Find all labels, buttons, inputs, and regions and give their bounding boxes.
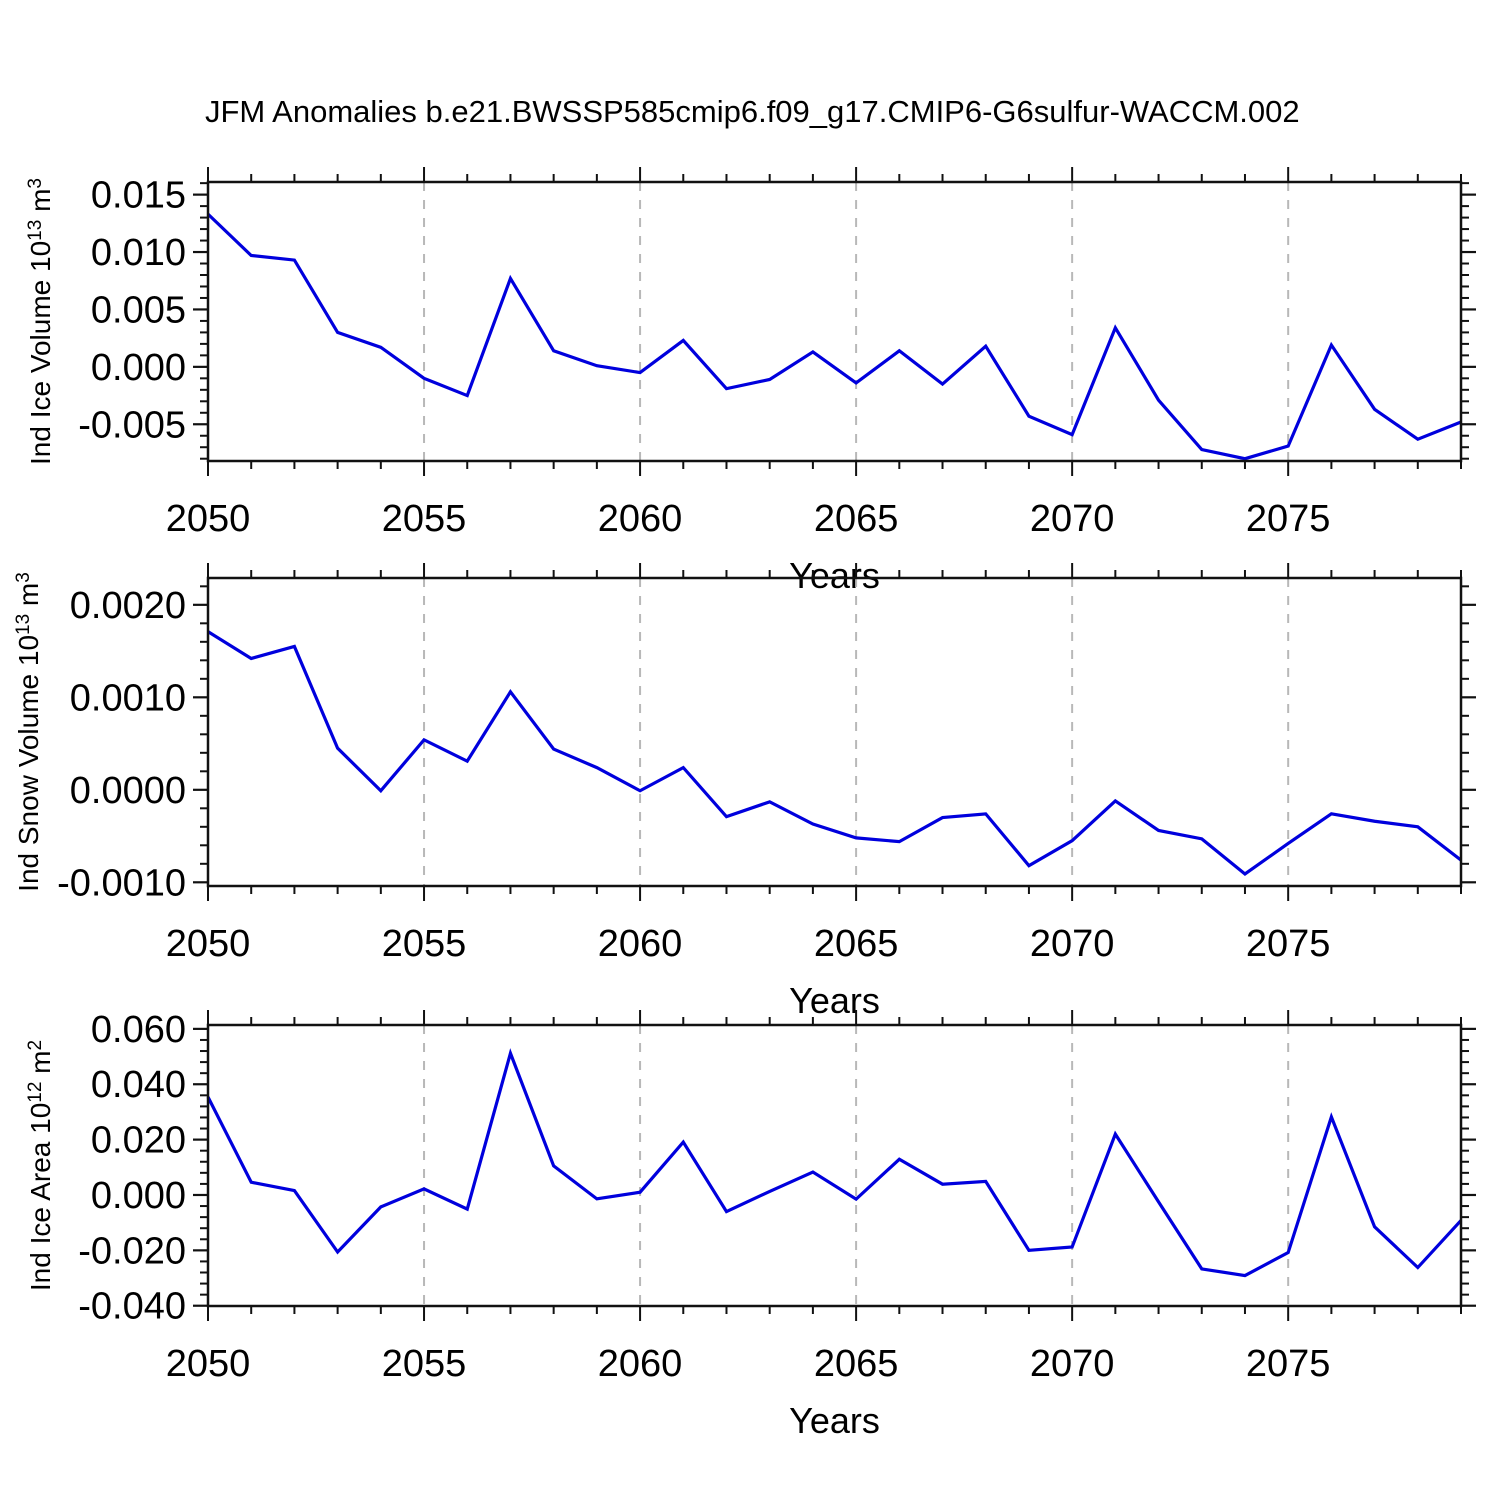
x-tick-label: 2065 (813, 1343, 899, 1385)
x-tick-label: 2060 (597, 498, 683, 540)
y-tick-label: -0.040 (78, 1285, 186, 1328)
x-tick-label: 2075 (1245, 498, 1331, 540)
x-tick-label: 2055 (381, 1343, 467, 1385)
x-tick-label: 2060 (597, 923, 683, 965)
y-tick-label: 0.060 (90, 1008, 186, 1051)
y-tick-label: 0.005 (90, 289, 186, 332)
chart-title: JFM Anomalies b.e21.BWSSP585cmip6.f09_g17.CMIP6-G6sulfur-WACCM.002 (205, 94, 1300, 129)
panel-border (208, 182, 1461, 461)
x-tick-label: 2070 (1029, 1343, 1115, 1385)
x-tick-label: 2050 (165, 923, 251, 965)
y-tick-label: 0.000 (90, 346, 186, 389)
panel-ind-ice-area (25, 1009, 1476, 1441)
panel-ind-snow-volume (13, 563, 1476, 1021)
y-axis-title: Ind Ice Area $10^{12}$ $m^2$ (25, 1039, 56, 1292)
x-tick-label: 2055 (381, 498, 467, 540)
y-axis-title: Ind Ice Volume $10^{13}$ $m^3$ (25, 178, 56, 465)
y-tick-label: 0.0020 (69, 584, 186, 627)
y-tick-label: -0.0010 (57, 862, 186, 905)
x-tick-label: 2050 (165, 1343, 251, 1385)
x-axis-title: Years (789, 1400, 880, 1441)
x-tick-label: 2075 (1245, 923, 1331, 965)
series-line-ind-ice-area (208, 1053, 1461, 1275)
panel-border (208, 1025, 1461, 1306)
x-axis-title: Years (789, 980, 880, 1021)
x-tick-label: 2075 (1245, 1343, 1331, 1385)
x-tick-label: 2070 (1029, 498, 1115, 540)
y-axis-title: Ind Snow Volume $10^{13}$ $m^3$ (13, 572, 44, 892)
x-tick-label: 2070 (1029, 923, 1115, 965)
y-tick-label: 0.015 (90, 174, 186, 217)
panel-border (208, 578, 1461, 886)
x-tick-label: 2060 (597, 1343, 683, 1385)
x-tick-label: 2055 (381, 923, 467, 965)
y-tick-label: 0.040 (90, 1064, 186, 1107)
x-tick-label: 2050 (165, 498, 251, 540)
y-tick-label: 0.000 (90, 1174, 186, 1217)
x-tick-label: 2065 (813, 923, 899, 965)
y-tick-label: -0.005 (78, 404, 186, 447)
x-axis-title: Years (789, 555, 880, 596)
panel-ind-ice-volume (25, 167, 1476, 596)
x-tick-label: 2065 (813, 498, 899, 540)
series-line-ind-snow-volume (208, 632, 1461, 874)
y-tick-label: -0.020 (78, 1230, 186, 1273)
series-line-ind-ice-volume (208, 214, 1461, 459)
y-tick-label: 0.0010 (69, 677, 186, 720)
y-tick-label: 0.020 (90, 1119, 186, 1162)
y-tick-label: 0.010 (90, 232, 186, 275)
y-tick-label: 0.0000 (69, 769, 186, 812)
